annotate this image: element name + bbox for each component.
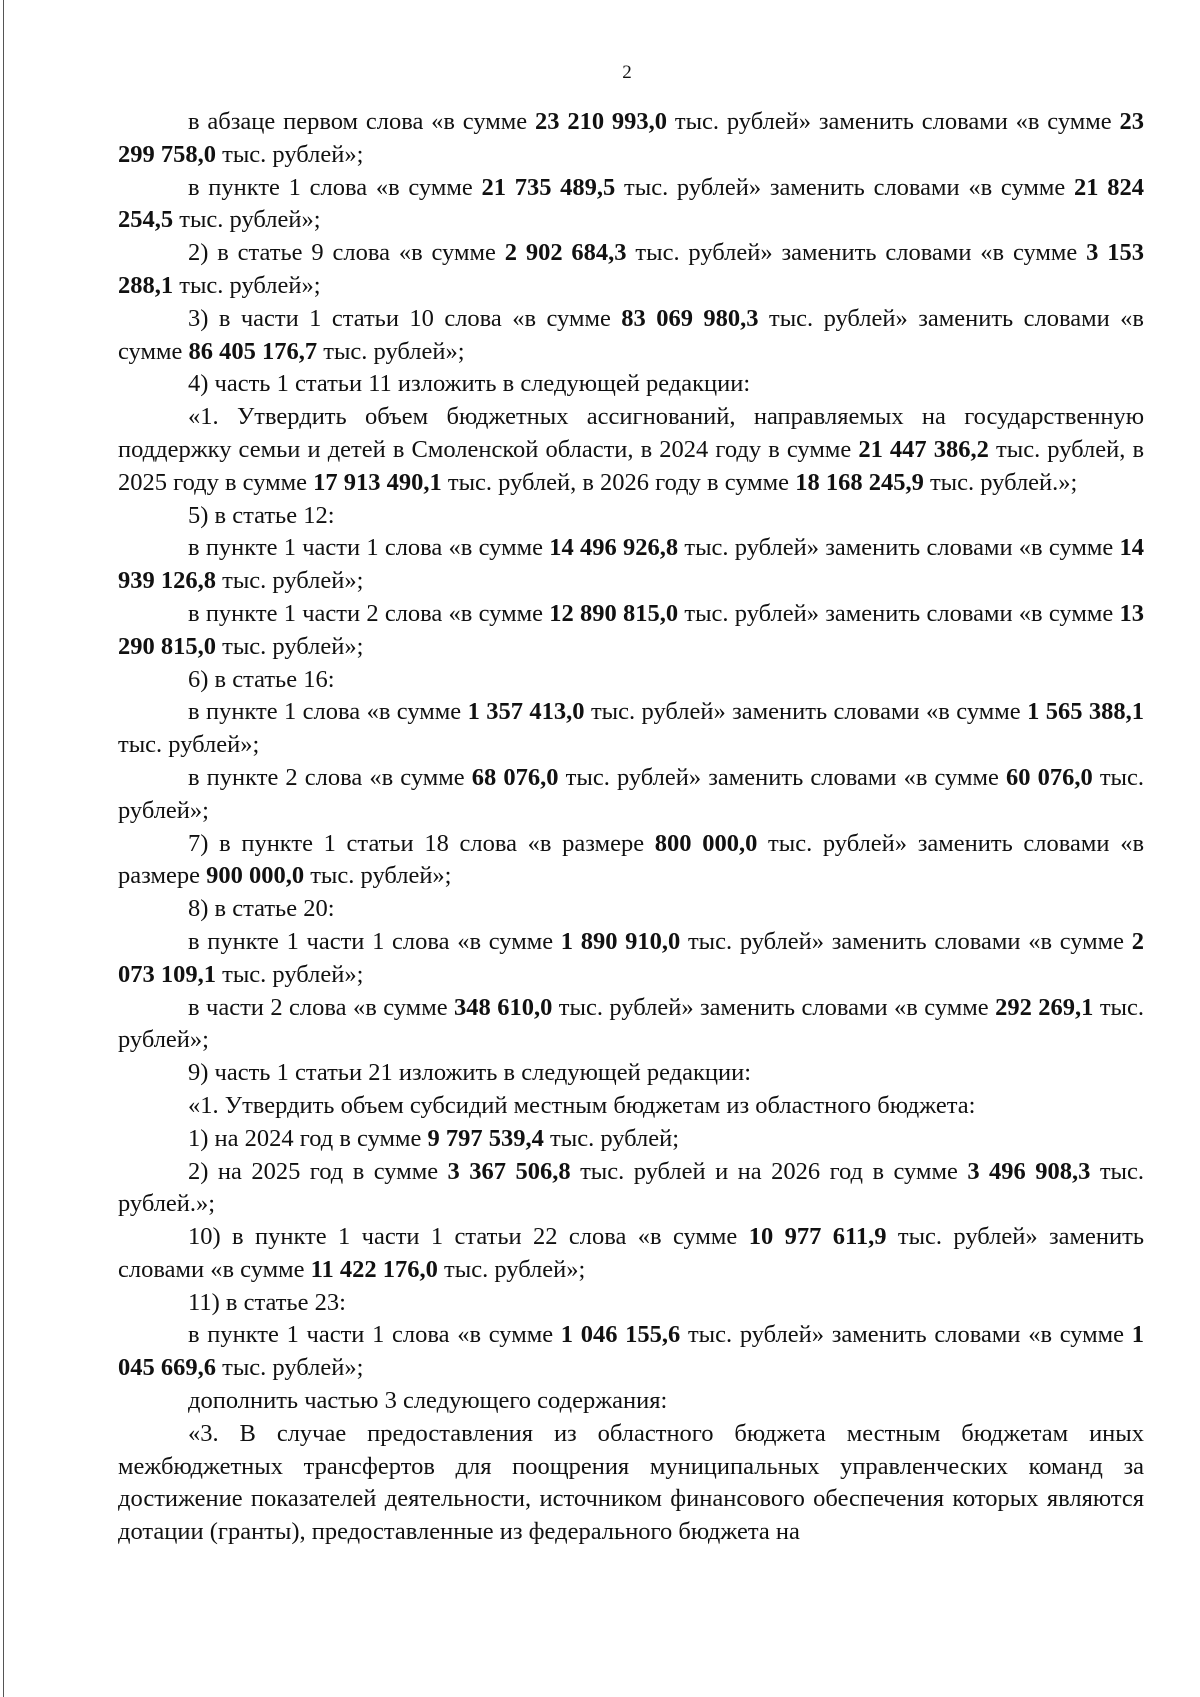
text-run: тыс. рублей» заменить словами «в сумме — [584, 698, 1028, 726]
paragraph — [118, 368, 1144, 401]
bold-amount: 1 357 413,0 — [467, 698, 585, 726]
text-run: 9) часть 1 статьи 21 изложить в следующей редакции: — [188, 1059, 752, 1087]
text-run: 8) в статье 20: — [188, 895, 335, 923]
bold-amount: 13 290 815,0 — [118, 599, 1144, 660]
bold-amount: 21 735 489,5 — [481, 173, 616, 201]
text-run: 2) на 2025 год в сумме — [188, 1157, 448, 1185]
text-run: тыс. рублей, в 2026 году в сумме — [441, 468, 796, 496]
text-run: в пункте 1 слова «в сумме — [188, 173, 482, 201]
text-run: тыс. рублей»; — [216, 567, 364, 595]
text-run: 10) в пункте 1 части 1 статьи 22 слова «в сумме — [188, 1223, 749, 1251]
bold-amount: 23 210 993,0 — [535, 108, 668, 135]
text-run: тыс. рублей»; — [304, 862, 452, 890]
text-run: тыс. рублей.»; — [923, 468, 1078, 496]
bold-amount: 2 902 684,3 — [504, 239, 627, 267]
document-body — [118, 106, 1144, 1549]
paragraph — [118, 303, 1144, 369]
text-run: 5) в статье 12: — [188, 501, 335, 529]
bold-amount: 292 269,1 — [995, 993, 1094, 1021]
text-run: тыс. рублей»; — [216, 140, 364, 168]
text-run: 7) в пункте 1 статьи 18 слова «в размере — [188, 829, 655, 857]
paragraph — [118, 106, 1144, 172]
text-run: в части 2 слова «в сумме — [188, 993, 455, 1021]
text-run: тыс. рублей» заменить словами «в сумме — [626, 239, 1087, 267]
paragraph — [118, 1287, 1144, 1320]
text-run: тыс. рублей»; — [173, 271, 321, 299]
text-run: 2) в статье 9 слова «в сумме — [188, 239, 505, 267]
bold-amount: 1 890 910,0 — [560, 927, 681, 955]
text-run: тыс. рублей» заменить словами «в сумме — [678, 534, 1120, 562]
text-run: тыс. рублей» заменить словами «в сумме — [678, 599, 1120, 627]
text-run: тыс. рублей.»; — [118, 1157, 1145, 1218]
bold-amount: 2 073 109,1 — [118, 927, 1144, 988]
bold-amount: 3 496 908,3 — [967, 1157, 1091, 1185]
paragraph — [118, 500, 1144, 533]
bold-amount: 21 447 386,2 — [858, 435, 989, 463]
text-run: тыс. рублей»; — [216, 632, 364, 660]
paragraph — [118, 237, 1144, 303]
text-run: в пункте 1 части 1 слова «в сумме — [188, 927, 561, 955]
bold-amount: 18 168 245,9 — [795, 468, 924, 496]
text-run: тыс. рублей»; — [216, 960, 364, 988]
paragraph — [118, 172, 1144, 238]
text-run: 1) на 2024 год в сумме — [188, 1124, 428, 1152]
paragraph — [118, 1123, 1144, 1156]
bold-amount: 12 890 815,0 — [549, 599, 679, 627]
text-run: в пункте 1 слова «в сумме — [188, 698, 468, 726]
bold-amount: 60 076,0 — [1005, 763, 1093, 791]
text-run: 4) часть 1 статьи 11 изложить в следующей редакции: — [188, 370, 751, 398]
text-run: тыс. рублей»; — [173, 206, 321, 234]
text-run: «1. Утвердить объем бюджетных ассигнований, направляемых на государственную поддержку семьи и детей в Смоленской области, в 2024 году в сумме — [118, 403, 1144, 463]
paragraph — [118, 664, 1144, 697]
text-run: тыс. рублей» заменить словами «в сумме — [118, 304, 1144, 365]
paragraph — [118, 532, 1144, 598]
text-run: 3) в части 1 статьи 10 слова «в сумме — [188, 304, 622, 332]
bold-amount: 17 913 490,1 — [313, 468, 442, 496]
paragraph — [118, 1418, 1144, 1549]
bold-amount: 23 299 758,0 — [118, 108, 1144, 168]
bold-amount: 14 496 926,8 — [549, 534, 679, 562]
text-run: тыс. рублей» заменить словами «в сумме — [680, 927, 1132, 955]
bold-amount: 14 939 126,8 — [118, 534, 1144, 595]
bold-amount: 3 367 506,8 — [447, 1157, 571, 1185]
bold-amount: 9 797 539,4 — [427, 1124, 544, 1152]
text-run: «1. Утвердить объем субсидий местным бюджетам из областного бюджета: — [188, 1091, 976, 1119]
bold-amount: 1 045 669,6 — [118, 1321, 1144, 1382]
text-run: тыс. рублей и на 2026 год в сумме — [570, 1157, 968, 1185]
paragraph — [118, 401, 1144, 499]
bold-amount: 68 076,0 — [471, 763, 559, 791]
paragraph — [118, 1319, 1144, 1385]
text-run: тыс. рублей»; — [317, 337, 465, 365]
text-run: в пункте 2 слова «в сумме — [188, 763, 472, 791]
paragraph — [118, 762, 1144, 828]
bold-amount: 10 977 611,9 — [748, 1223, 887, 1251]
bold-amount: 900 000,0 — [206, 862, 305, 890]
bold-amount: 86 405 176,7 — [188, 337, 318, 365]
paragraph — [118, 992, 1144, 1058]
text-run: тыс. рублей»; — [118, 993, 1145, 1054]
bold-amount: 348 610,0 — [454, 993, 553, 1021]
paragraph — [118, 926, 1144, 992]
bold-amount: 3 153 288,1 — [118, 239, 1145, 299]
paragraph — [118, 1090, 1144, 1123]
text-run: тыс. рублей» заменить словами «в сумме — [680, 1321, 1132, 1349]
binding-edge-line — [3, 0, 4, 1697]
paragraph — [118, 1221, 1144, 1287]
text-run: тыс. рублей»; — [118, 731, 260, 759]
paragraph — [118, 1156, 1144, 1222]
bold-amount: 1 565 388,1 — [1027, 698, 1145, 726]
text-run: в пункте 1 части 1 слова «в сумме — [188, 1321, 561, 1349]
text-run: в абзаце первом слова «в сумме — [188, 108, 535, 135]
text-run: тыс. рублей» заменить словами «в сумме — [552, 993, 996, 1021]
text-run: тыс. рублей» заменить словами «в размере — [118, 829, 1145, 890]
paragraph — [118, 1057, 1144, 1090]
bold-amount: 83 069 980,3 — [621, 304, 759, 332]
paragraph — [118, 828, 1144, 894]
paragraph — [118, 1385, 1144, 1418]
bold-amount: 21 824 254,5 — [118, 173, 1145, 234]
text-run: «3. В случае предоставления из областного бюджета местным бюджетам иных межбюджетных трансфертов для поощрения муниципальных управленческих команд за достижение показателей деятельности, источником финансового обеспечения которых являются дотации (гранты), предоставленные из федерального бюджета на — [118, 1419, 1144, 1546]
bold-amount: 11 422 176,0 — [310, 1255, 438, 1283]
bold-amount: 1 046 155,6 — [560, 1321, 681, 1349]
text-run: тыс. рублей» заменить словами «в сумме — [118, 1223, 1145, 1283]
text-run: тыс. рублей, в 2025 году в сумме — [118, 435, 1145, 496]
text-run: в пункте 1 части 1 слова «в сумме — [188, 534, 550, 562]
text-run: тыс. рублей»; — [118, 763, 1145, 824]
text-run: тыс. рублей» заменить словами «в сумме — [667, 108, 1120, 135]
text-run: тыс. рублей» заменить словами «в сумме — [558, 763, 1006, 791]
page-number: 2 — [622, 62, 632, 83]
text-run: тыс. рублей» заменить словами «в сумме — [615, 173, 1075, 201]
text-run: 6) в статье 16: — [188, 665, 335, 693]
text-run: в пункте 1 части 2 слова «в сумме — [188, 599, 550, 627]
text-run: дополнить частью 3 следующего содержания: — [188, 1387, 668, 1415]
text-run: тыс. рублей»; — [437, 1255, 586, 1283]
bold-amount: 800 000,0 — [654, 829, 758, 857]
paragraph — [118, 893, 1144, 926]
paragraph — [118, 598, 1144, 664]
paragraph — [118, 696, 1144, 762]
text-run: 11) в статье 23: — [188, 1288, 346, 1316]
text-run: тыс. рублей»; — [216, 1354, 364, 1382]
text-run: тыс. рублей; — [543, 1124, 680, 1152]
